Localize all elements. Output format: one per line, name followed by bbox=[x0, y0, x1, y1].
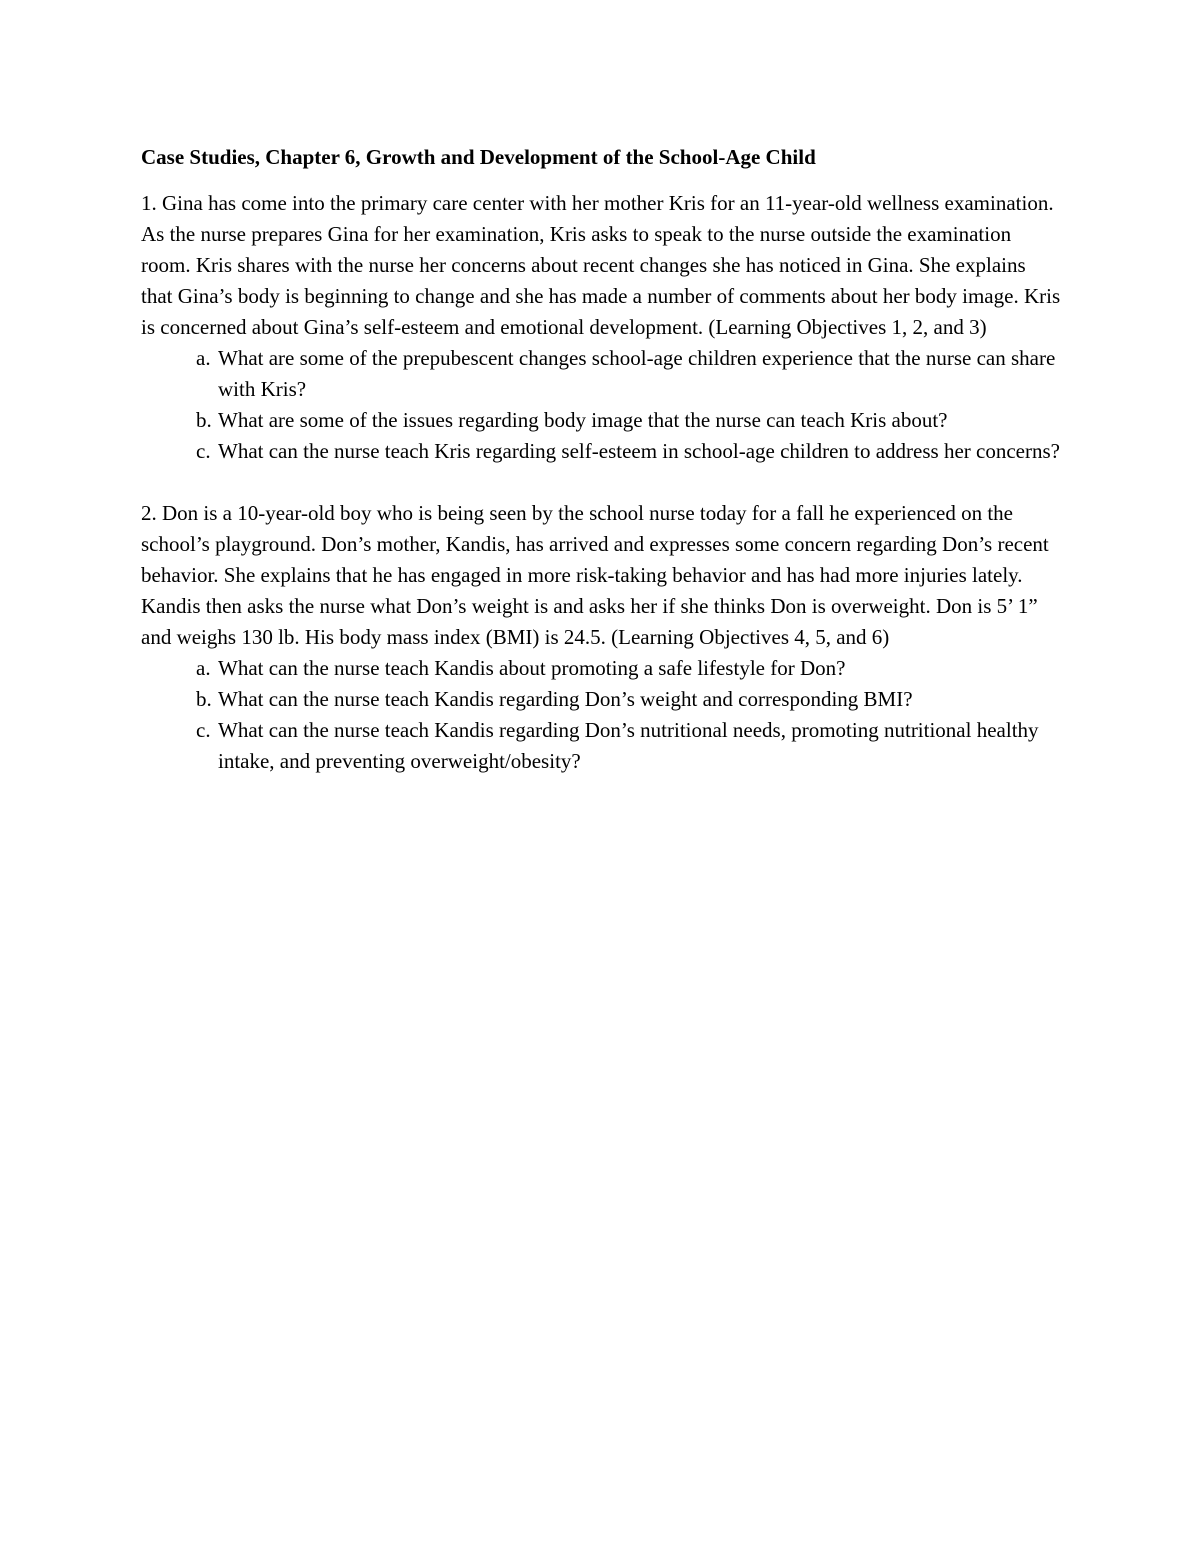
question-text: What are some of the issues regarding body image that the nurse can teach Kris about? bbox=[218, 408, 948, 432]
question-text: What can the nurse teach Kandis regarding Don’s nutritional needs, promoting nutritional healthy intake, and preventing overweight/obesity? bbox=[218, 718, 1039, 773]
question-item bbox=[141, 405, 1061, 436]
paragraph-spacer bbox=[141, 467, 1061, 498]
case-study-2 bbox=[141, 498, 1061, 777]
question-letter: c. bbox=[196, 439, 211, 463]
question-item bbox=[141, 653, 1061, 684]
document-content bbox=[141, 142, 1061, 777]
question-letter: c. bbox=[196, 718, 211, 742]
document-title: Case Studies, Chapter 6, Growth and Development of the School-Age Child bbox=[141, 145, 816, 169]
question-text: What can the nurse teach Kris regarding self-esteem in school-age children to address her concerns? bbox=[218, 439, 1060, 463]
question-list bbox=[141, 653, 1061, 777]
question-text: What are some of the prepubescent changes school-age children experience that the nurse can share with Kris? bbox=[218, 346, 1056, 401]
case-study-1 bbox=[141, 188, 1061, 467]
case-study-text: 2. Don is a 10-year-old boy who is being seen by the school nurse today for a fall he experienced on the school’s playground. Don’s mother, Kandis, has arrived and expresses some concern regarding Don’s recent behavior. She explains that he has engaged in more risk-taking behavior and has had more injuries lately. Kandis then asks the nurse what Don’s weight is and asks her if she thinks Don is overweight. Don is 5’ 1” and weighs 130 lb. His body mass index (BMI) is 24.5. (Learning Objectives 4, 5, and 6) bbox=[141, 501, 1049, 649]
question-item bbox=[141, 343, 1061, 405]
question-item bbox=[141, 715, 1061, 777]
question-text: What can the nurse teach Kandis about promoting a safe lifestyle for Don? bbox=[218, 656, 846, 680]
case-study-text: 1. Gina has come into the primary care center with her mother Kris for an 11-year-old wellness examination. As the nurse prepares Gina for her examination, Kris asks to speak to the nurse outside the examination room. Kris shares with the nurse her concerns about recent changes she has noticed in Gina. She explains that Gina’s body is beginning to change and she has made a number of comments about her body image. Kris is concerned about Gina’s self-esteem and emotional development. (Learning Objectives 1, 2, and 3) bbox=[141, 191, 1061, 339]
question-letter: b. bbox=[196, 408, 212, 432]
question-list bbox=[141, 343, 1061, 467]
question-letter: a. bbox=[196, 656, 211, 680]
question-letter: b. bbox=[196, 687, 212, 711]
question-item bbox=[141, 684, 1061, 715]
question-text: What can the nurse teach Kandis regarding Don’s weight and corresponding BMI? bbox=[218, 687, 913, 711]
question-item bbox=[141, 436, 1061, 467]
question-letter: a. bbox=[196, 346, 211, 370]
